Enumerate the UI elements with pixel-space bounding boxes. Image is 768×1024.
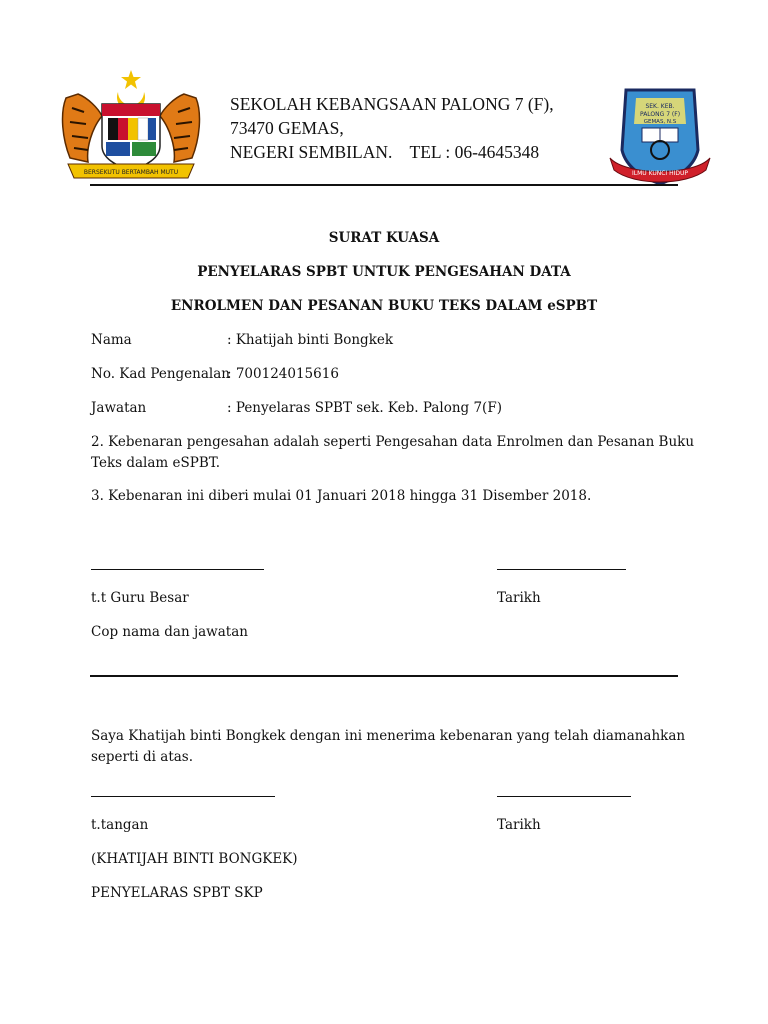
field-value-jawatan: : Penyelaras SPBT sek. Keb. Palong 7(F)	[227, 400, 502, 416]
coordinator-name: (KHATIJAH BINTI BONGKEK)	[91, 851, 298, 867]
school-name-line: SEKOLAH KEBANGSAAN PALONG 7 (F),	[230, 94, 554, 114]
document-subtitle-1: PENYELARAS SPBT UNTUK PENGESAHAN DATA	[197, 264, 571, 280]
field-label-ic: No. Kad Pengenalan	[91, 366, 230, 382]
paragraph-3: 3. Kebenaran ini diberi mulai 01 Januari 2018 hingga 31 Disember 2018.	[91, 488, 592, 504]
field-value-ic: : 700124015616	[227, 366, 339, 382]
section-divider	[90, 675, 678, 677]
coordinator-signature-label: t.tangan	[91, 817, 149, 833]
coat-of-arms-logo	[58, 68, 204, 186]
field-label-jawatan: Jawatan	[91, 400, 147, 416]
date-label-1: Tarikh	[497, 590, 541, 606]
document-title: SURAT KUASA	[328, 230, 440, 246]
svg-text:PALONG 7 (F): PALONG 7 (F)	[639, 111, 681, 118]
signature-line-date-2	[497, 796, 631, 797]
paragraph-2-line-1: 2. Kebenaran pengesahan adalah seperti Pengesahan data Enrolmen dan Pesanan Buku	[91, 434, 695, 450]
stamp-label: Cop nama dan jawatan	[91, 624, 248, 640]
field-value-name: : Khatijah binti Bongkek	[227, 332, 394, 348]
header-divider	[90, 184, 678, 186]
signature-line-date-1	[497, 569, 626, 570]
field-label-name: Nama	[91, 332, 132, 348]
acceptance-line-2: seperti di atas.	[91, 749, 194, 765]
svg-text:GEMAS, N.S: GEMAS, N.S	[643, 119, 677, 125]
school-state-phone-line: NEGERI SEMBILAN. TEL : 06-4645348	[230, 142, 540, 162]
school-postcode-line: 73470 GEMAS,	[230, 118, 344, 138]
school-badge-logo	[606, 80, 714, 188]
svg-text:ILMU KUNCI HIDUP: ILMU KUNCI HIDUP	[631, 170, 689, 177]
svg-text:SEK. KEB.: SEK. KEB.	[645, 103, 675, 110]
date-label-2: Tarikh	[497, 817, 541, 833]
signature-line-guru-besar	[91, 569, 264, 570]
svg-text:BERSEKUTU BERTAMBAH MUTU: BERSEKUTU BERTAMBAH MUTU	[83, 169, 179, 176]
coordinator-role: PENYELARAS SPBT SKP	[91, 885, 263, 901]
paragraph-2-line-2: Teks dalam eSPBT.	[91, 455, 221, 471]
signature-line-coordinator	[91, 796, 275, 797]
document-subtitle-2: ENROLMEN DAN PESANAN BUKU TEKS DALAM eSPBT	[170, 298, 598, 314]
guru-besar-signature-label: t.t Guru Besar	[91, 590, 189, 606]
acceptance-line-1: Saya Khatijah binti Bongkek dengan ini menerima kebenaran yang telah diamanahkan	[91, 728, 686, 744]
